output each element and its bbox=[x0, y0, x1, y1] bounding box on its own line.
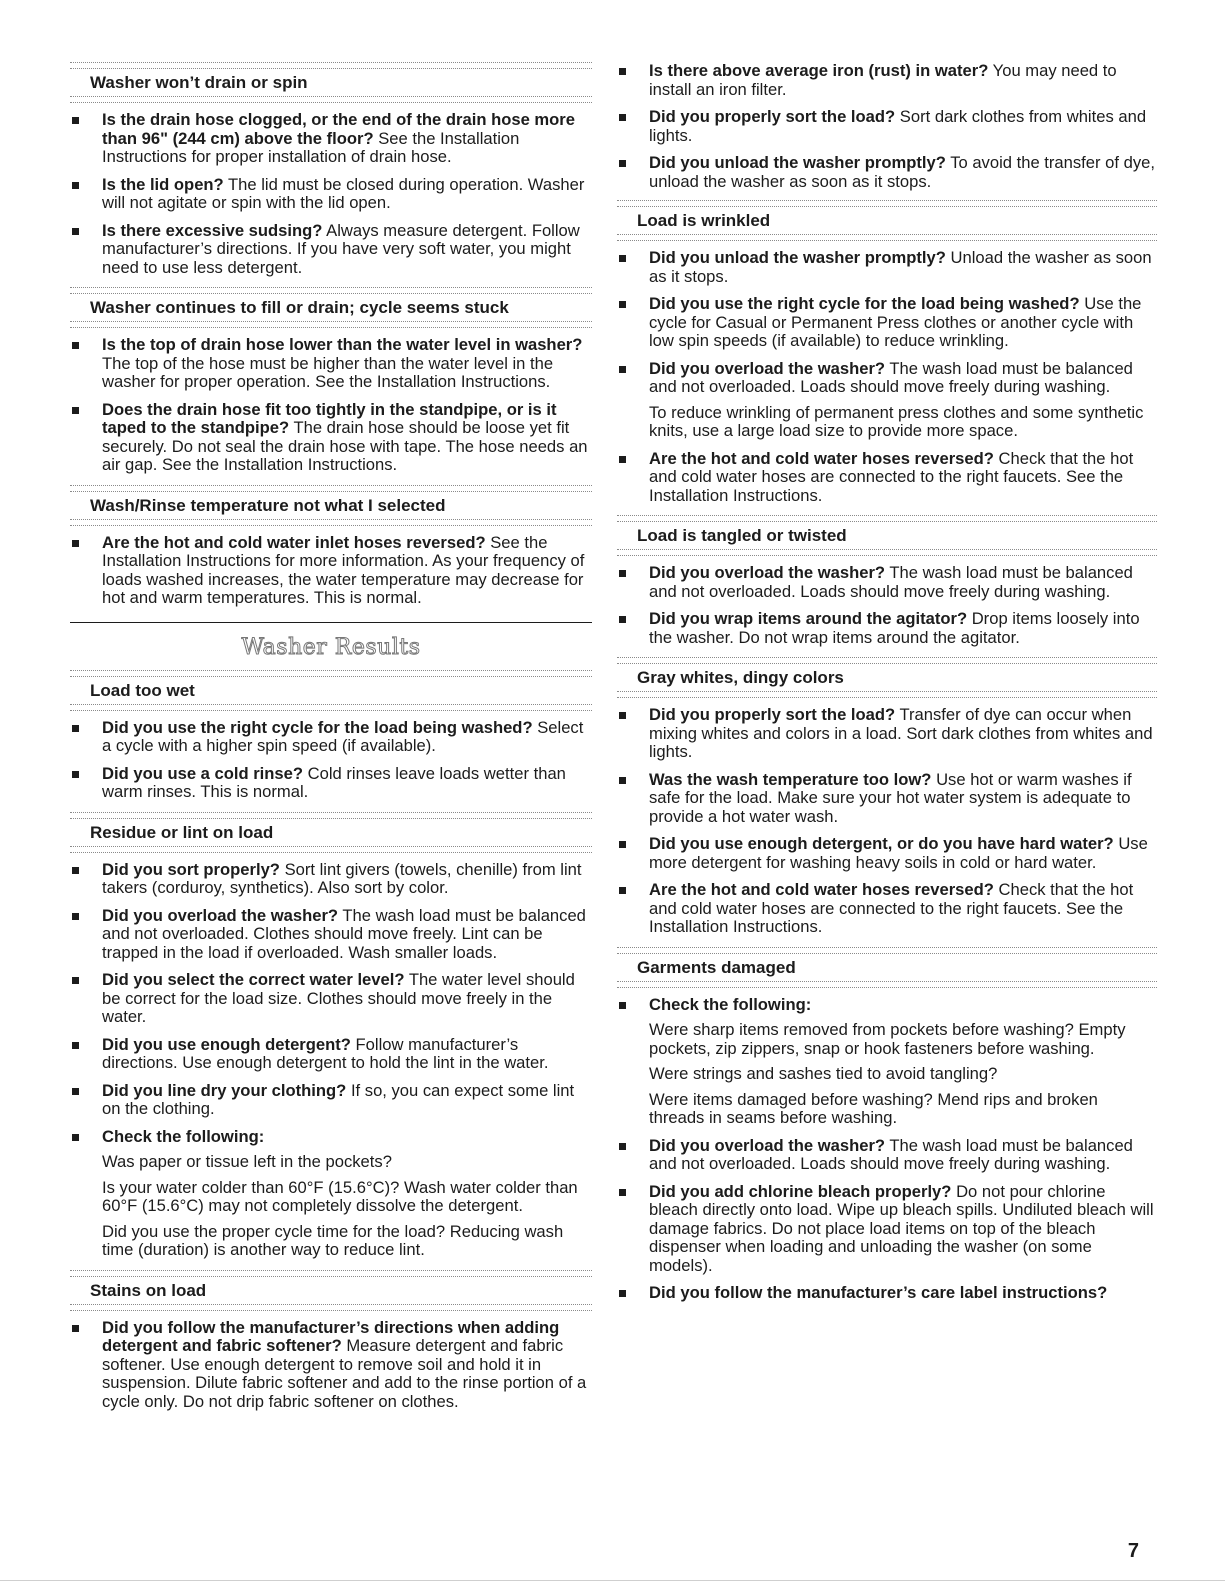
dotted-rule bbox=[617, 549, 1157, 556]
troubleshooting-item bbox=[617, 154, 1157, 191]
problem-section bbox=[70, 812, 592, 1260]
item-question: Did you unload the washer promptly? bbox=[649, 153, 946, 172]
item-question: Check the following: bbox=[649, 994, 812, 1014]
troubleshooting-item bbox=[70, 1128, 592, 1147]
bullet-icon bbox=[619, 114, 626, 121]
dotted-rule bbox=[70, 704, 592, 711]
troubleshooting-item bbox=[617, 295, 1157, 351]
item-answer: Follow manufacturer’s directions. Use enough detergent to hold the lint in the water. bbox=[102, 1034, 549, 1072]
item-question: Is the lid open? bbox=[102, 174, 224, 194]
bullet-icon bbox=[72, 1325, 79, 1332]
item-answer: Drop items loosely into the washer. Do not wrap items around the agitator. bbox=[649, 609, 1140, 647]
page-number: 7 bbox=[1127, 1540, 1139, 1562]
item-question: Did you overload the washer? bbox=[649, 358, 886, 378]
dotted-rule bbox=[70, 62, 592, 69]
item-question: Did you use enough detergent? bbox=[102, 1034, 351, 1054]
item-question: Did you overload the washer? bbox=[649, 563, 886, 582]
item-question: Did you follow the manufacturer’s care label instructions? bbox=[649, 1283, 1108, 1302]
item-answer: Sort dark clothes from whites and lights. bbox=[649, 107, 1147, 145]
troubleshooting-item bbox=[70, 1319, 592, 1412]
section-divider bbox=[70, 622, 592, 623]
item-answer: The top of the hose must be higher than the water level in the washer for proper operation. See the Installation Instructions. bbox=[102, 353, 554, 391]
troubleshooting-item bbox=[617, 610, 1157, 647]
bullet-icon bbox=[72, 228, 79, 235]
problem-heading: Stains on load bbox=[90, 1280, 207, 1300]
troubleshooting-item bbox=[617, 62, 1157, 99]
item-answer: The wash load must be balanced and not overloaded. Loads should move freely during washing. bbox=[649, 563, 1133, 601]
item-note: Did you use the proper cycle time for the load? Reducing wash time (duration) is another way to reduce lint. bbox=[102, 1221, 564, 1259]
bullet-icon bbox=[619, 301, 626, 308]
problem-section bbox=[70, 485, 592, 608]
item-question: Did you overload the washer? bbox=[102, 905, 339, 925]
bullet-icon bbox=[619, 1002, 626, 1009]
troubleshooting-item bbox=[70, 401, 592, 475]
item-question: Did you properly sort the load? bbox=[649, 107, 896, 126]
item-answer: The lid must be closed during operation. Washer will not agitate or spin with the lid open. bbox=[102, 174, 585, 212]
troubleshooting-item bbox=[70, 971, 592, 1027]
bullet-icon bbox=[72, 725, 79, 732]
item-question: Is there excessive sudsing? bbox=[102, 220, 323, 240]
dotted-rule bbox=[70, 321, 592, 328]
item-answer: Transfer of dye can occur when mixing whites and colors in a load. Sort dark clothes from whites and lights. bbox=[649, 705, 1153, 761]
troubleshooting-item bbox=[617, 108, 1157, 145]
bullet-icon bbox=[72, 117, 79, 124]
item-note: Were strings and sashes tied to avoid tangling? bbox=[649, 1064, 998, 1083]
bullet-icon bbox=[619, 160, 626, 167]
item-question: Did you use a cold rinse? bbox=[102, 763, 304, 783]
dotted-rule bbox=[70, 1304, 592, 1311]
item-answer: Measure detergent and fabric softener. Use enough detergent to remove soil and hold it in suspension. Dilute fabric softener and add to the rinse portion of a cycle only. Do not drip fabric softener on clothes. bbox=[102, 1336, 587, 1411]
problem-heading: Gray whites, dingy colors bbox=[637, 668, 844, 687]
page-bottom-rule bbox=[0, 1580, 1225, 1581]
item-answer: You may need to install an iron filter. bbox=[649, 61, 1117, 99]
bullet-icon bbox=[72, 1134, 79, 1141]
item-answer: The water level should be correct for the load size. Clothes should move freely in the water. bbox=[102, 970, 575, 1026]
item-question: Does the drain hose fit too tightly in the standpipe, or is it taped to the standpipe? bbox=[102, 399, 557, 437]
troubleshooting-item bbox=[617, 706, 1157, 762]
right-column bbox=[617, 62, 1157, 1313]
dotted-rule bbox=[70, 287, 592, 294]
troubleshooting-item bbox=[70, 1036, 592, 1073]
dotted-rule bbox=[617, 657, 1157, 664]
bullet-icon bbox=[619, 68, 626, 75]
troubleshooting-item bbox=[617, 564, 1157, 601]
problem-heading: Residue or lint on load bbox=[90, 822, 274, 842]
problem-heading: Garments damaged bbox=[637, 957, 796, 977]
problem-heading: Load is wrinkled bbox=[637, 211, 771, 230]
item-question: Did you sort properly? bbox=[102, 859, 280, 879]
bullet-icon bbox=[72, 342, 79, 349]
troubleshooting-item bbox=[70, 907, 592, 963]
bullet-icon bbox=[619, 1189, 626, 1196]
troubleshooting-item bbox=[70, 111, 592, 167]
troubleshooting-item bbox=[70, 765, 592, 802]
bullet-icon bbox=[619, 1143, 626, 1150]
bullet-icon bbox=[619, 570, 626, 577]
dotted-rule bbox=[70, 96, 592, 103]
item-answer: The wash load must be balanced and not overloaded. Loads should move freely during washing. bbox=[649, 358, 1133, 396]
item-question: Did you use enough detergent, or do you have hard water? bbox=[649, 834, 1114, 853]
item-answer: Unload the washer as soon as it stops. bbox=[649, 248, 1152, 286]
dotted-rule bbox=[70, 846, 592, 853]
item-note: Were sharp items removed from pockets before washing? Empty pockets, zip zippers, snap or hook fasteners before washing. bbox=[649, 1020, 1126, 1058]
troubleshooting-item bbox=[617, 835, 1157, 872]
item-question: Did you add chlorine bleach properly? bbox=[649, 1181, 952, 1201]
item-answer: To avoid the transfer of dye, unload the washer as soon as it stops. bbox=[649, 153, 1155, 191]
bullet-icon bbox=[72, 540, 79, 547]
left-column bbox=[70, 62, 592, 1421]
problem-section bbox=[617, 657, 1157, 937]
problem-section bbox=[617, 515, 1157, 647]
item-note: Was paper or tissue left in the pockets? bbox=[102, 1152, 392, 1171]
item-answer: Always measure detergent. Follow manufacturer’s directions. If you have very soft water, you might need to use less detergent. bbox=[102, 220, 580, 277]
problem-section bbox=[70, 1270, 592, 1412]
dotted-rule bbox=[617, 947, 1157, 954]
item-answer: Check that the hot and cold water hoses are connected to the right faucets. See the Installation Instructions. bbox=[649, 880, 1134, 936]
problem-section bbox=[70, 670, 592, 802]
item-question: Was the wash temperature too low? bbox=[649, 769, 932, 789]
section-title: Washer Results bbox=[241, 634, 421, 660]
bullet-icon bbox=[72, 771, 79, 778]
problem-section bbox=[70, 287, 592, 475]
item-question: Did you use the right cycle for the load being washed? bbox=[649, 294, 1080, 313]
problem-heading: Load too wet bbox=[90, 680, 195, 700]
dotted-rule bbox=[70, 485, 592, 492]
bullet-icon bbox=[619, 841, 626, 848]
bullet-icon bbox=[72, 1088, 79, 1095]
item-answer: Use hot or warm washes if safe for the load. Make sure your hot water system is adequate to provide a hot water wash. bbox=[649, 769, 1132, 826]
item-answer: Do not pour chlorine bleach directly onto load. Wipe up bleach spills. Undiluted bleach will damage fabrics. Do not place load items on top of the bleach dispenser when loading and unloading the washer (on some models). bbox=[649, 1181, 1154, 1275]
troubleshooting-item bbox=[617, 881, 1157, 937]
troubleshooting-item bbox=[617, 249, 1157, 286]
item-question: Did you overload the washer? bbox=[649, 1135, 886, 1155]
bullet-icon bbox=[619, 1290, 626, 1297]
problem-heading: Washer won’t drain or spin bbox=[90, 73, 308, 92]
item-question: Is there above average iron (rust) in water? bbox=[649, 61, 989, 80]
troubleshooting-item bbox=[617, 1183, 1157, 1276]
bullet-icon bbox=[619, 255, 626, 262]
item-question: Are the hot and cold water inlet hoses reversed? bbox=[102, 532, 486, 552]
dotted-rule bbox=[617, 200, 1157, 207]
item-question: Did you use the right cycle for the load being washed? bbox=[102, 717, 533, 737]
bullet-icon bbox=[619, 366, 626, 373]
item-question: Check the following: bbox=[102, 1126, 265, 1146]
item-question: Is the top of drain hose lower than the water level in washer? bbox=[102, 335, 583, 354]
dotted-rule bbox=[617, 515, 1157, 522]
bullet-icon bbox=[72, 407, 79, 414]
item-answer: If so, you can expect some lint on the clothing. bbox=[102, 1080, 575, 1118]
item-answer: Check that the hot and cold water hoses are connected to the right faucets. See the Installation Instructions. bbox=[649, 448, 1134, 505]
bullet-icon bbox=[72, 867, 79, 874]
troubleshooting-item bbox=[70, 336, 592, 392]
item-note: Is your water colder than 60°F (15.6°C)? Wash water colder than 60°F (15.6°C) may not completely dissolve the detergent. bbox=[102, 1177, 578, 1215]
troubleshooting-item bbox=[617, 771, 1157, 827]
troubleshooting-item bbox=[70, 534, 592, 608]
item-question: Did you line dry your clothing? bbox=[102, 1080, 347, 1100]
item-answer: Sort lint givers (towels, chenille) from lint takers (corduroy, synthetics). Also sort by color. bbox=[102, 859, 582, 897]
troubleshooting-item bbox=[617, 450, 1157, 506]
item-note: Were items damaged before washing? Mend rips and broken threads in seams before washing. bbox=[649, 1089, 1098, 1127]
problem-heading: Washer continues to fill or drain; cycle seems stuck bbox=[90, 298, 509, 317]
dotted-rule bbox=[70, 1270, 592, 1277]
item-answer: Cold rinses leave loads wetter than warm rinses. This is normal. bbox=[102, 763, 566, 801]
item-answer: See the Installation Instructions for proper installation of drain hose. bbox=[102, 128, 520, 166]
item-question: Is the drain hose clogged, or the end of the drain hose more than 96" (244 cm) above the floor? bbox=[102, 110, 575, 148]
troubleshooting-item bbox=[70, 1082, 592, 1119]
item-question: Did you wrap items around the agitator? bbox=[649, 609, 968, 628]
dotted-rule bbox=[617, 691, 1157, 698]
item-answer: See the Installation Instructions for more information. As your frequency of loads washed increases, the water temperature may decrease for hot and warm temperatures. This is normal. bbox=[102, 532, 585, 607]
item-answer: Select a cycle with a higher spin speed (if available). bbox=[102, 717, 584, 755]
item-question: Did you unload the washer promptly? bbox=[649, 248, 946, 267]
bullet-icon bbox=[619, 456, 626, 463]
bullet-icon bbox=[72, 913, 79, 920]
bullet-icon bbox=[619, 712, 626, 719]
item-answer: Use more detergent for washing heavy soils in cold or hard water. bbox=[649, 834, 1148, 872]
bullet-icon bbox=[619, 887, 626, 894]
item-question: Are the hot and cold water hoses reversed? bbox=[649, 880, 994, 899]
bullet-icon bbox=[72, 182, 79, 189]
troubleshooting-item bbox=[70, 861, 592, 898]
item-question: Are the hot and cold water hoses reversed? bbox=[649, 448, 994, 468]
troubleshooting-item bbox=[70, 176, 592, 213]
problem-heading: Load is tangled or twisted bbox=[637, 526, 847, 545]
dotted-rule bbox=[70, 812, 592, 819]
problem-heading: Wash/Rinse temperature not what I selected bbox=[90, 495, 446, 515]
dotted-rule bbox=[70, 670, 592, 677]
item-answer: Use the cycle for Casual or Permanent Press clothes or another cycle with low spin speeds (if available) to reduce wrinkling. bbox=[649, 294, 1142, 350]
dotted-rule bbox=[617, 234, 1157, 241]
problem-section bbox=[617, 947, 1157, 1303]
item-question: Did you properly sort the load? bbox=[649, 705, 896, 724]
bullet-icon bbox=[72, 1042, 79, 1049]
item-answer: The wash load must be balanced and not overloaded. Clothes should move freely. Lint can be trapped in the load if overloaded. Wash smaller loads. bbox=[102, 905, 586, 962]
troubleshooting-item bbox=[70, 222, 592, 278]
dotted-rule bbox=[70, 519, 592, 526]
item-answer: The drain hose should be loose yet fit securely. Do not seal the drain hose with tape. The hose needs an air gap. See the Installation Instructions. bbox=[102, 418, 588, 474]
troubleshooting-item bbox=[617, 1284, 1157, 1303]
bullet-icon bbox=[619, 777, 626, 784]
item-answer: The wash load must be balanced and not overloaded. Loads should move freely during washing. bbox=[649, 1135, 1133, 1173]
troubleshooting-item bbox=[617, 1137, 1157, 1174]
dotted-rule bbox=[617, 981, 1157, 988]
troubleshooting-item bbox=[617, 996, 1157, 1015]
item-note: To reduce wrinkling of permanent press clothes and some synthetic knits, use a large load size to provide more space. bbox=[649, 402, 1144, 440]
problem-section bbox=[617, 200, 1157, 505]
troubleshooting-item bbox=[617, 360, 1157, 397]
item-question: Did you follow the manufacturer’s directions when adding detergent and fabric softener? bbox=[102, 1317, 560, 1355]
troubleshooting-item bbox=[70, 719, 592, 756]
problem-section bbox=[70, 62, 592, 277]
bullet-icon bbox=[619, 616, 626, 623]
bullet-icon bbox=[72, 977, 79, 984]
item-question: Did you select the correct water level? bbox=[102, 970, 405, 989]
